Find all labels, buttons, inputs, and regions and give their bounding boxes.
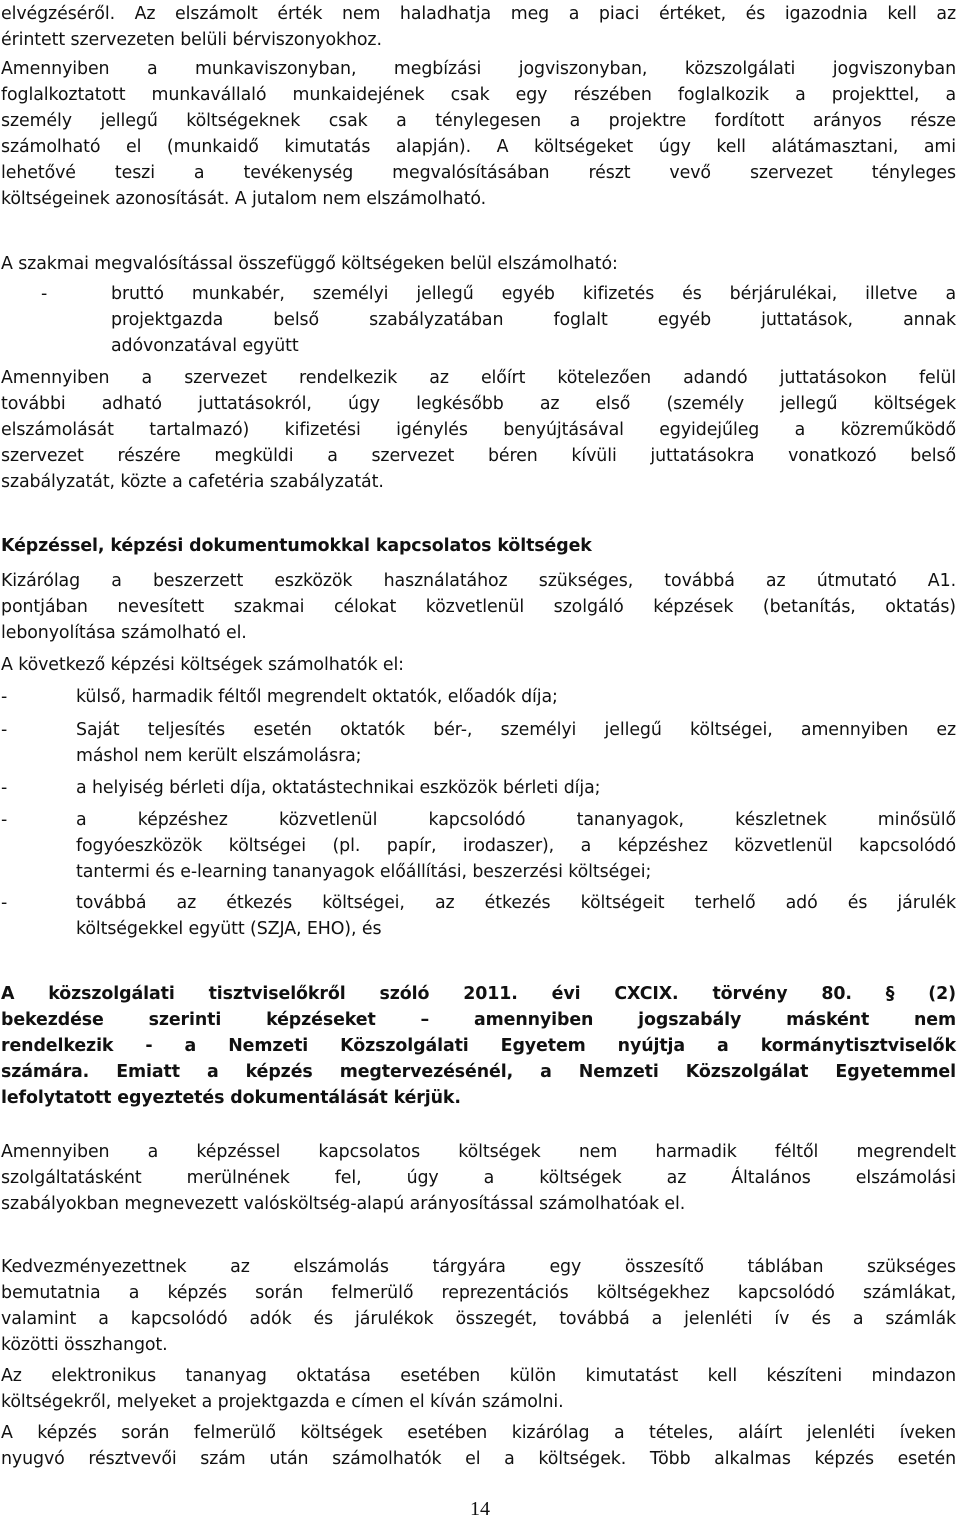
text-line: máshol nem került elszámolásra; [76,746,362,766]
paragraph-legal-notice [1,981,956,1111]
text-line: Saját teljesítés esetén oktatók bér-, személyi jellegű költségei, amennyiben ez [76,720,956,740]
text-line: pontjában nevesített szakmai célokat közvetlenül szolgáló képzések (betanítás, oktatás) [1,597,956,617]
text-line: Amennyiben a képzéssel kapcsolatos költségek nem harmadik féltől megrendelt [1,1142,956,1162]
paragraph-attendance [1,1420,956,1472]
list-item-text [76,890,956,942]
list-dash: - [1,687,8,707]
list-item-external-trainers [1,684,956,712]
text-line: elszámolását tartalmazó) kifizetési igénylés benyújtásával egyidejűleg a közreműködő [1,420,956,440]
paragraph-part-time-employment [1,56,956,212]
text-line: adóvonzatával együtt [111,336,299,356]
text-line: bekezdése szerinti képzéseket – amennyiben jogszabály másként nem [1,1010,956,1030]
text-line: A képzés során felmerülő költségek esetében kizárólag a tételes, aláírt jelenléti íveken [1,1423,956,1443]
text-line: Kizárólag a beszerzett eszközök használatához szükséges, továbbá az útmutató A1. [1,571,956,591]
page-number: 14 [470,1498,490,1520]
list-item-text [76,684,956,710]
text-line: közötti összhangot. [1,1335,168,1355]
paragraph-proportional-costs [1,1139,956,1217]
text-line: rendelkezik - a Nemzeti Közszolgálati Egyetem nyújtja a kormánytisztviselők [1,1036,956,1056]
text-line: személy jellegű költségeknek csak a ténylegesen a projektre fordított arányos része [1,111,956,131]
paragraph-summary-table [1,1254,956,1358]
list-item-text [111,281,956,359]
text-line: A következő képzési költségek számolhatók el: [1,655,404,675]
text-line: érintett szervezeten belüli bérviszonyokhoz. [1,30,382,50]
text-line: valamint a kapcsolódó adók és járulékok összegét, továbbá a jelenléti ív és a számlák [1,1309,956,1329]
list-dash: - [41,284,48,304]
text-line: számolható el (munkaidő kimutatás alapján). A költségeket úgy kell alátámasztani, ami [1,137,956,157]
list-item-text [76,807,956,885]
text-line: lebonyolítása számolható el. [1,623,247,643]
text-line: költségeinek azonosítását. A jutalom nem elszámolható. [1,189,487,209]
paragraph-training-costs-intro [1,652,956,678]
text-line: A szakmai megvalósítással összefüggő költségeken belül elszámolható: [1,254,618,274]
text-line: külső, harmadik féltől megrendelt oktatók, előadók díja; [76,687,558,707]
list-item-room-rental [1,775,956,803]
paragraph-e-learning [1,1363,956,1415]
list-item-catering [1,890,956,944]
paragraph-valuation [1,1,956,53]
section-heading [1,533,956,559]
text-line: A közszolgálati tisztviselőkről szóló 2011. évi CXCIX. törvény 80. § (2) [1,984,956,1004]
paragraph-benefits [1,365,956,495]
text-line: Az elektronikus tananyag oktatása esetében külön kimutatást kell készíteni mindazon [1,1366,956,1386]
text-line: nyugvó résztvevői szám után számolhatók el a költségek. Több alkalmas képzés esetén [1,1449,956,1469]
text-line: számára. Emiatt a képzés megtervezésénél, a Nemzeti Közszolgálat Egyetemmel [1,1062,956,1082]
text-line: további adható juttatásokról, úgy legkésőbb az első (személy jellegű költségek [1,394,956,414]
text-line: bemutatnia a képzés során felmerülő reprezentációs költségekhez kapcsolódó számlákat, [1,1283,956,1303]
text-line: Amennyiben a munkaviszonyban, megbízási jogviszonyban, közszolgálati jogviszonyban [1,59,956,79]
text-line: költségekkel együtt (SZJA, EHO), és [76,919,382,939]
text-line: a képzéshez közvetlenül kapcsolódó tananyagok, készletnek minősülő [76,810,956,830]
list-item-text [76,717,956,769]
text-line: Amennyiben a szervezet rendelkezik az előírt kötelezően adandó juttatásokon felül [1,368,956,388]
text-line: szabályokban megnevezett valósköltség-alapú arányosítással számolhatóak el. [1,1194,686,1214]
text-line: tantermi és e-learning tananyagok előállítási, beszerzési költségei; [76,862,652,882]
text-line: lehetővé teszi a tevékenység megvalósításában részt vevő szervezet tényleges [1,163,956,183]
list-item-gross-wage [1,281,956,361]
text-line: projektgazda belső szabályzatában foglalt egyéb juttatások, annak [111,310,956,330]
text-line: elvégzéséről. Az elszámolt érték nem haladhatja meg a piaci értéket, és igazodnia kell az [1,4,956,24]
list-dash: - [1,893,8,913]
text-line: továbbá az étkezés költségei, az étkezés költségeit terhelő adó és járulék [76,893,956,913]
list-item-own-trainers [1,717,956,771]
text-line: szabályzatát, közte a cafetéria szabályzatát. [1,472,384,492]
text-line: szolgáltatásként merülnének fel, úgy a költségek az Általános elszámolási [1,1168,956,1188]
text-line: fogyóeszközök költségei (pl. papír, irodaszer), a képzéshez közvetlenül kapcsolódó [76,836,956,856]
list-dash: - [1,720,8,740]
text-line: szervezet részére megküldi a szervezet béren kívüli juttatásokra vonatkozó belső [1,446,956,466]
text-line: Kedvezményezettnek az elszámolás tárgyára egy összesítő táblában szükséges [1,1257,956,1277]
list-item-training-materials [1,807,956,887]
list-dash: - [1,810,8,830]
text-line: lefolytatott egyeztetés dokumentálását kérjük. [1,1088,461,1108]
text-line: költségekről, melyeket a projektgazda e címen el kíván számolni. [1,1392,564,1412]
text-line: a helyiség bérleti díja, oktatástechnikai eszközök bérleti díja; [76,778,601,798]
list-dash: - [1,778,8,798]
text-line: foglalkoztatott munkavállaló munkaidejének csak egy részében foglalkozik a projekttel, a [1,85,956,105]
text-line: bruttó munkabér, személyi jellegű egyéb kifizetés és bérjárulékai, illetve a [111,284,956,304]
list-item-text [76,775,956,801]
paragraph-training-scope [1,568,956,646]
paragraph-eligible-costs-intro [1,251,956,277]
heading-text: Képzéssel, képzési dokumentumokkal kapcsolatos költségek [1,536,592,556]
